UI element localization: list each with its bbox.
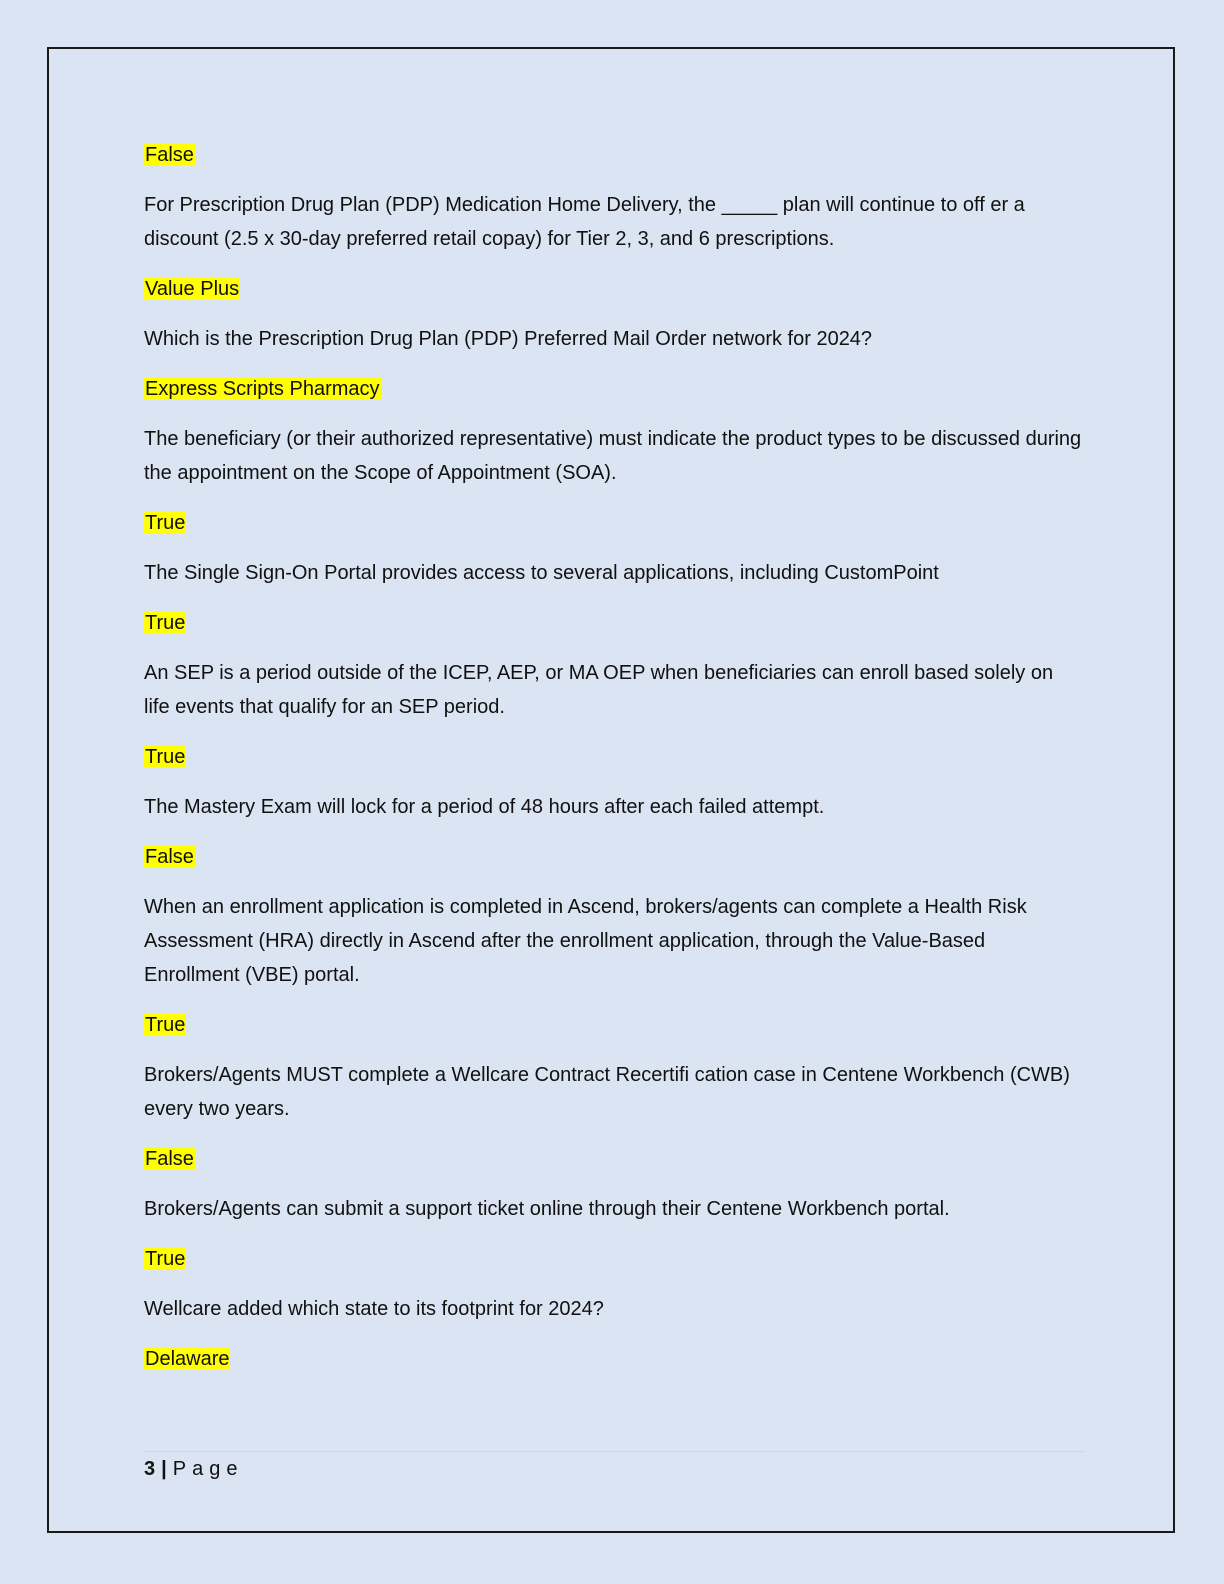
footer-divider xyxy=(144,1451,1084,1452)
answer-highlight: False xyxy=(145,846,194,868)
answer-highlight: False xyxy=(145,144,194,166)
page-number: 3 xyxy=(144,1458,156,1480)
answer-highlight: True xyxy=(145,746,186,768)
answer-highlight: True xyxy=(145,512,186,534)
answer-9 xyxy=(144,1142,1084,1176)
document-body xyxy=(144,138,1084,1392)
answer-highlight: Express Scripts Pharmacy xyxy=(145,378,380,400)
answer-highlight: True xyxy=(145,1248,186,1270)
answer-highlight: Value Plus xyxy=(145,278,240,300)
question-9: Brokers/Agents can submit a support ticket online through their Centene Workbench portal. xyxy=(144,1198,950,1220)
answer-highlight: Delaware xyxy=(145,1348,230,1370)
answer-4 xyxy=(144,506,1084,540)
answer-highlight: True xyxy=(145,1014,186,1036)
question-5: An SEP is a period outside of the ICEP, AEP, or MA OEP when beneficiaries can enroll based solely on life events that qualify for an SEP period. xyxy=(144,662,1054,718)
answer-7 xyxy=(144,840,1084,874)
answer-highlight: True xyxy=(145,612,186,634)
answer-6 xyxy=(144,740,1084,774)
footer-separator: | xyxy=(161,1458,167,1480)
answer-1 xyxy=(144,138,1084,172)
question-6: The Mastery Exam will lock for a period of 48 hours after each failed attempt. xyxy=(144,796,825,818)
answer-highlight: False xyxy=(145,1148,194,1170)
question-7: When an enrollment application is completed in Ascend, brokers/agents can complete a Health Risk Assessment (HRA) directly in Ascend after the enrollment application, through the Value-Based Enrollment (VBE) portal. xyxy=(144,896,1027,986)
answer-5 xyxy=(144,606,1084,640)
question-3: The beneficiary (or their authorized representative) must indicate the product types to be discussed during the appointment on the Scope of Appointment (SOA). xyxy=(144,428,1082,484)
question-1: For Prescription Drug Plan (PDP) Medication Home Delivery, the _____ plan will continue to off er a discount (2.5 x 30-day preferred retail copay) for Tier 2, 3, and 6 prescriptions. xyxy=(144,194,1025,250)
question-2: Which is the Prescription Drug Plan (PDP) Preferred Mail Order network for 2024? xyxy=(144,328,873,350)
question-4: The Single Sign-On Portal provides access to several applications, including CustomPoint xyxy=(144,562,939,584)
answer-11 xyxy=(144,1342,1084,1376)
question-10: Wellcare added which state to its footprint for 2024? xyxy=(144,1298,604,1320)
question-8: Brokers/Agents MUST complete a Wellcare Contract Recertifi cation case in Centene Workbench (CWB) every two years. xyxy=(144,1064,1070,1120)
answer-3 xyxy=(144,372,1084,406)
page-label: Page xyxy=(172,1458,244,1480)
answer-8 xyxy=(144,1008,1084,1042)
page-footer xyxy=(144,1454,243,1484)
answer-2 xyxy=(144,272,1084,306)
answer-10 xyxy=(144,1242,1084,1276)
